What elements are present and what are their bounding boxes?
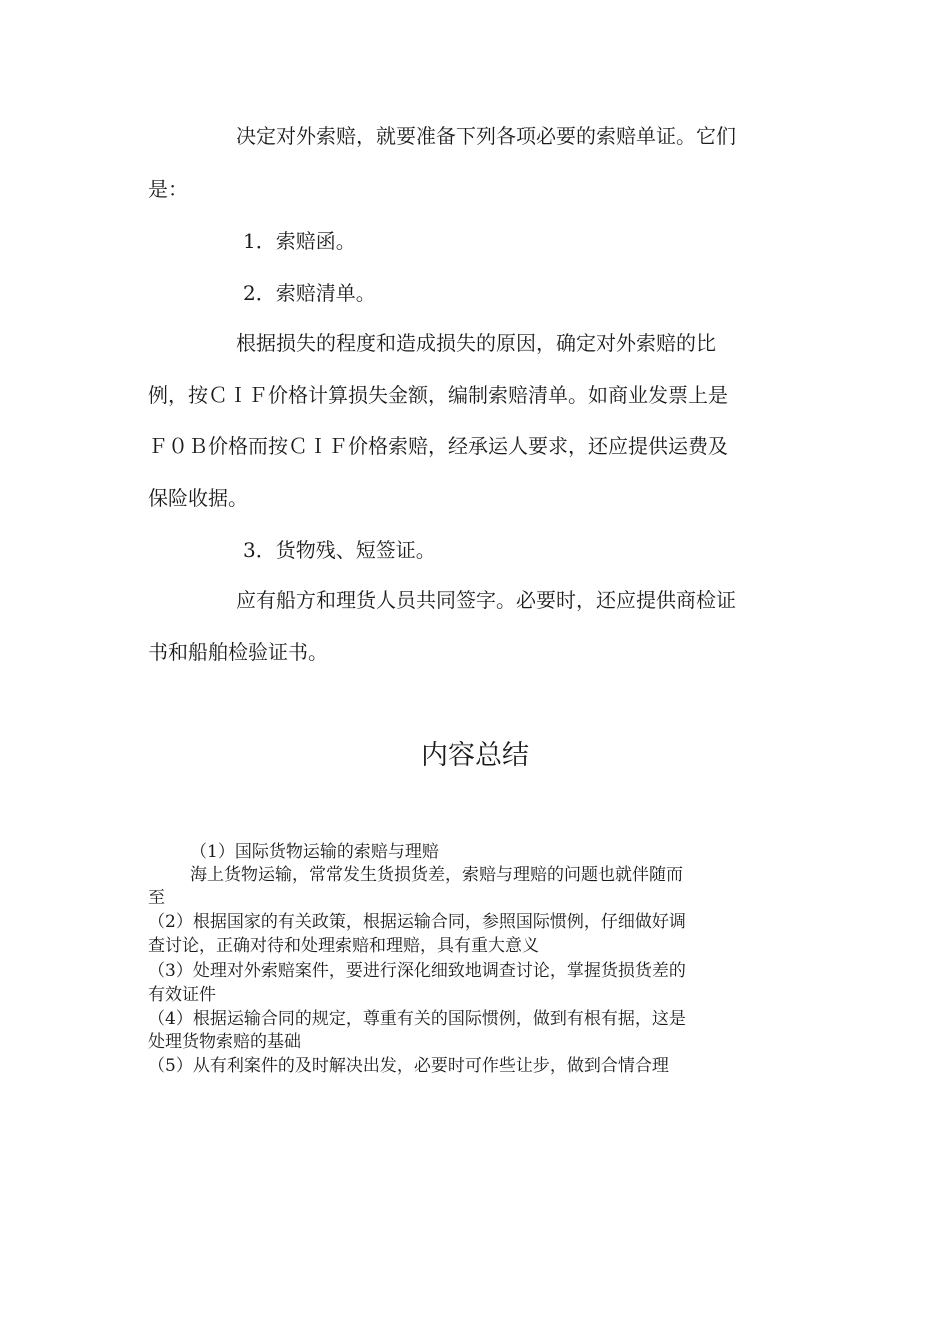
paragraph-line: 例，按ＣＩＦ价格计算损失金额，编制索赔清单。如商业发票上是 <box>148 383 728 407</box>
paragraph-line: 决定对外索赔，就要准备下列各项必要的索赔单证。它们 <box>236 124 736 148</box>
list-item: 1．索赔函。 <box>243 229 356 253</box>
summary-line: 有效证件 <box>148 985 216 1005</box>
paragraph-line: 应有船方和理货人员共同签字。必要时，还应提供商检证 <box>236 588 736 612</box>
summary-line: 海上货物运输，常常发生货损货差，索赔与理赔的问题也就伴随而 <box>190 865 683 885</box>
summary-line: （4）根据运输合同的规定，尊重有关的国际惯例，做到有根有据，这是 <box>148 1009 686 1029</box>
summary-line: （5）从有利案件的及时解决出发，必要时可作些让步，做到合情合理 <box>148 1056 669 1076</box>
paragraph-line: 是： <box>148 177 188 201</box>
summary-line: （2）根据国家的有关政策，根据运输合同，参照国际惯例，仔细做好调 <box>148 912 686 932</box>
paragraph-line: 根据损失的程度和造成损失的原因，确定对外索赔的比 <box>236 331 716 355</box>
summary-line: （3）处理对外索赔案件，要进行深化细致地调查讨论，掌握货损货差的 <box>148 961 686 981</box>
summary-line: （1）国际货物运输的索赔与理赔 <box>190 842 439 862</box>
list-item: 2．索赔清单。 <box>243 281 376 305</box>
paragraph-line: 保险收据。 <box>148 486 248 510</box>
summary-line: 查讨论，正确对待和处理索赔和理赔，具有重大意义 <box>148 936 539 956</box>
paragraph-line: 书和船舶检验证书。 <box>148 640 328 664</box>
paragraph-line: Ｆ０Ｂ价格而按ＣＩＦ价格索赔，经承运人要求，还应提供运费及 <box>148 434 728 458</box>
list-item: 3．货物残、短签证。 <box>243 538 436 562</box>
summary-line: 至 <box>148 888 165 908</box>
summary-line: 处理货物索赔的基础 <box>148 1032 301 1052</box>
summary-title: 内容总结 <box>421 740 529 771</box>
